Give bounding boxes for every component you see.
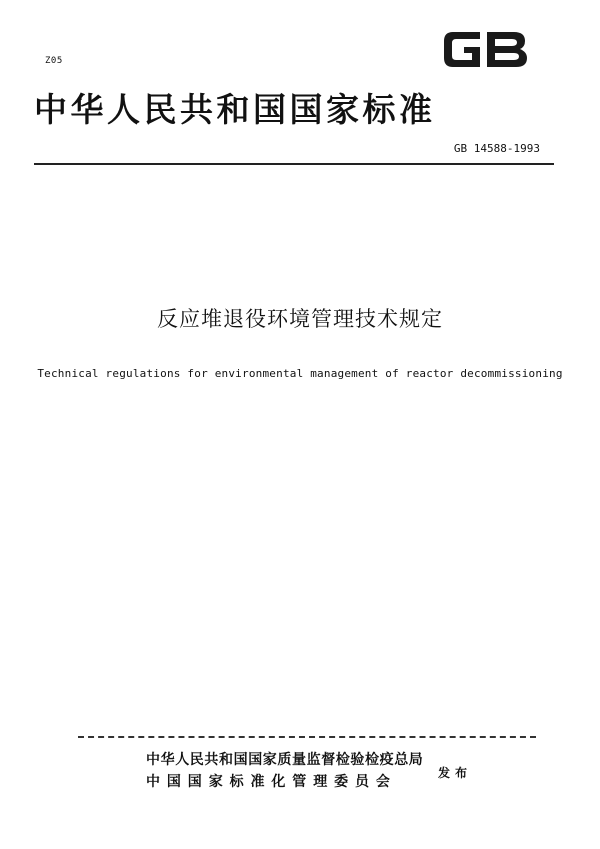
gb-logo-text: GB	[484, 73, 488, 75]
gb-logo	[440, 22, 532, 76]
header-divider	[34, 163, 554, 165]
issuer-line-2: 中国国家标准化管理委员会	[146, 774, 397, 790]
classification-code: Z05	[45, 56, 63, 66]
gb-logo-g-shape	[444, 32, 480, 67]
standard-number: GB 14588-1993	[453, 142, 540, 155]
gb-logo-b-shape	[487, 32, 527, 67]
document-title-chinese: 反应堆退役环境管理技术规定	[157, 307, 443, 331]
publish-label: 发布	[438, 766, 473, 780]
footer-divider	[78, 736, 536, 738]
document-title-english: Technical regulations for environmental management of reactor decommissioning	[37, 367, 563, 380]
standard-heading: 中华人民共和国国家标准	[34, 90, 436, 129]
issuer-line-1: 中华人民共和国国家质量监督检验检疫总局	[146, 752, 424, 768]
